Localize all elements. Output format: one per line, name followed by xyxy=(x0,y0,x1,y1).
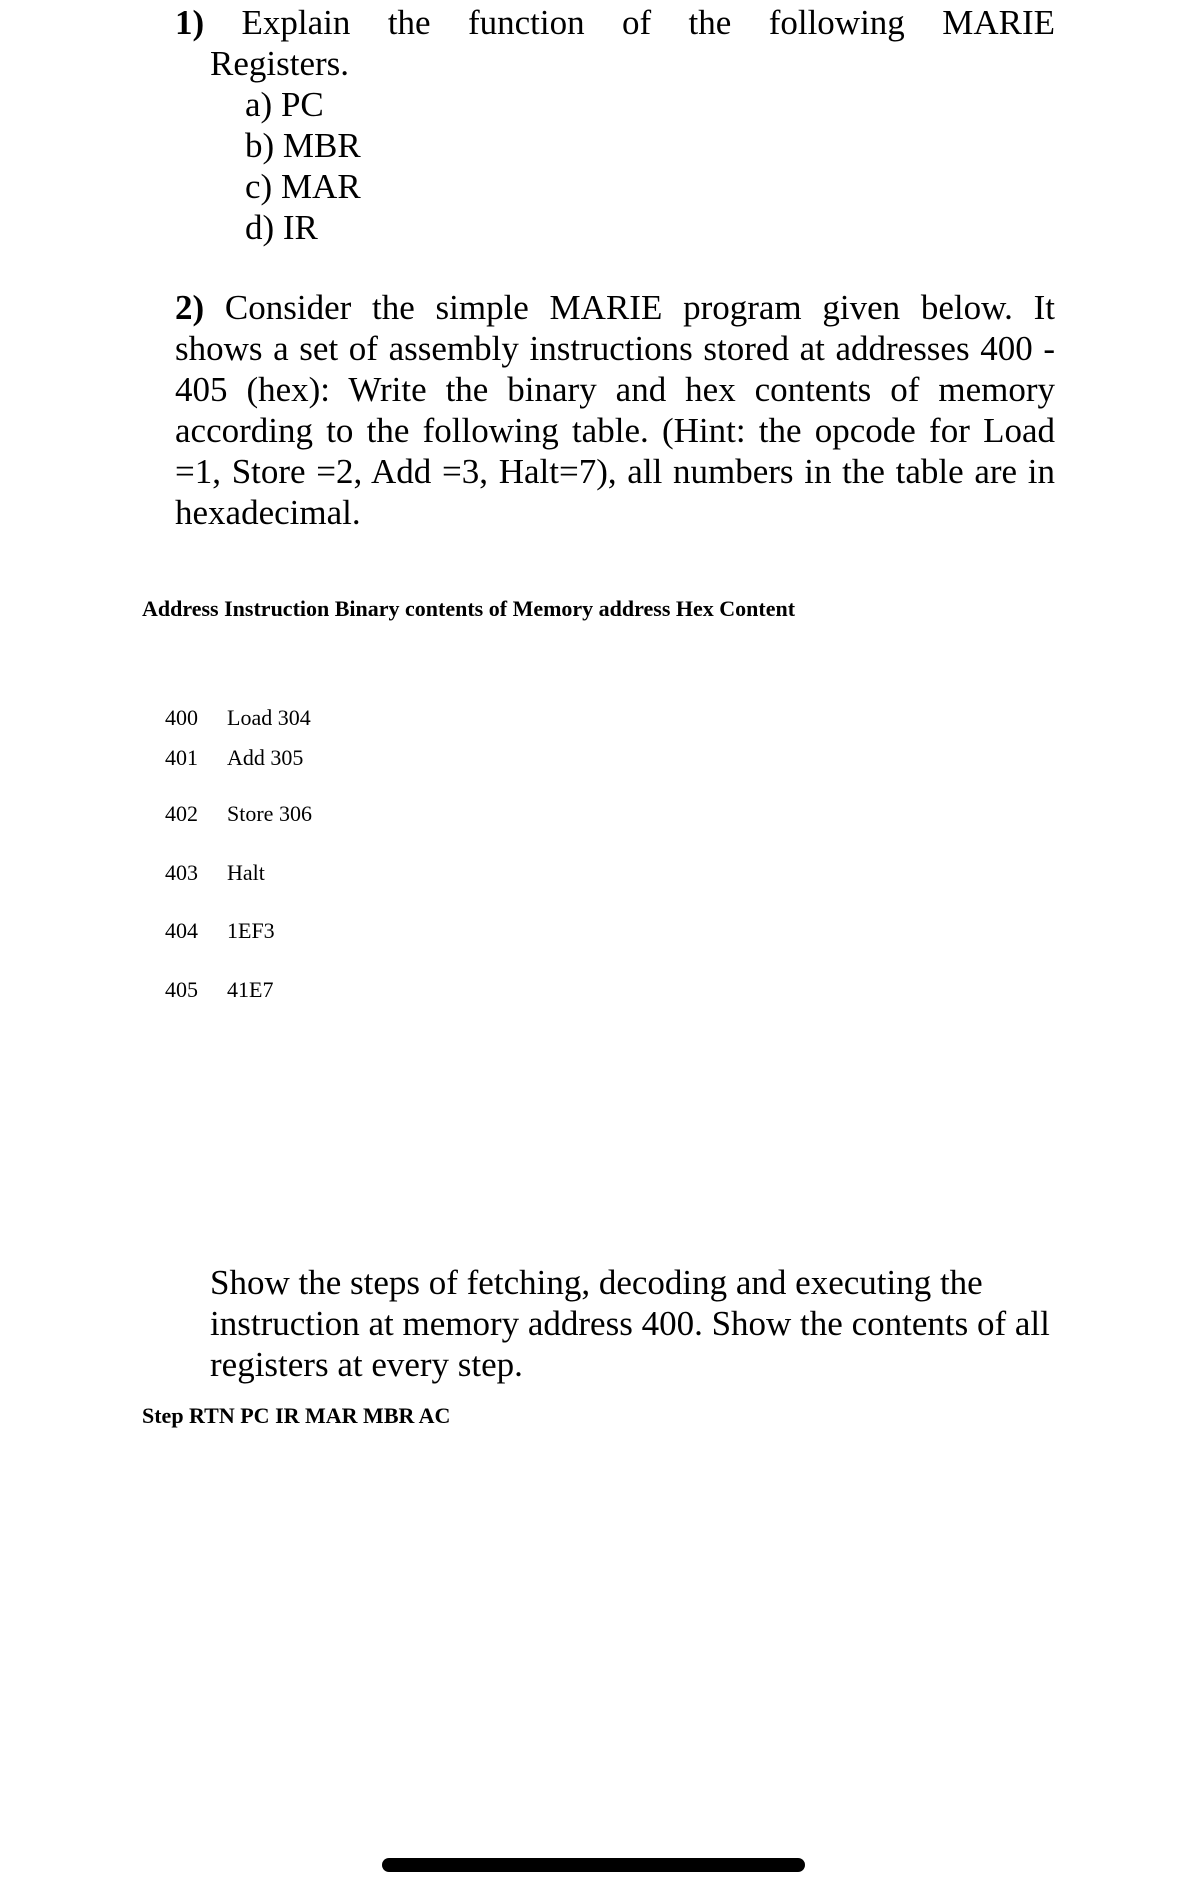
question-1-word: the xyxy=(387,3,431,42)
table-row xyxy=(165,860,265,886)
row-address: 402 xyxy=(165,801,198,826)
question-1-word: the xyxy=(688,3,732,42)
row-address: 401 xyxy=(165,745,198,770)
option-mar: c) MAR xyxy=(245,167,361,206)
table-row xyxy=(165,801,312,827)
table-row xyxy=(165,977,273,1003)
question-1 xyxy=(175,2,1055,248)
question-1-first-line xyxy=(175,2,1055,43)
option-ir: d) IR xyxy=(245,208,318,247)
question-1-word: function xyxy=(467,3,585,42)
row-instruction: Load 304 xyxy=(227,705,311,730)
memory-table-header: Address Instruction Binary contents of Memory address Hex Content xyxy=(142,596,796,621)
home-indicator[interactable] xyxy=(382,1858,805,1872)
row-address: 405 xyxy=(165,977,198,1002)
question-1-number: 1) xyxy=(175,3,205,42)
row-address: 403 xyxy=(165,860,198,885)
steps-instruction: Show the steps of fetching, decoding and executing the instruction at memory address 400. Show the contents of all registers at every step. xyxy=(210,1263,1050,1384)
question-2-text: Consider the simple MARIE program given below. It shows a set of assembly instructions stored at addresses 400 - 405 (hex): Write the binary and hex contents of memory according to the following table. (Hint: the opcode for Load =1, Store =2, Add =3, Halt=7), all numbers in the table are in hexadecimal. xyxy=(175,288,1055,532)
row-instruction: Add 305 xyxy=(227,745,304,770)
question-2 xyxy=(175,287,1055,533)
question-1-second-line: Registers. xyxy=(210,44,350,83)
option-pc: a) PC xyxy=(245,85,324,124)
question-2-paragraph xyxy=(175,287,1055,533)
question-1-word: Explain xyxy=(241,3,351,42)
question-1-word: of xyxy=(622,3,652,42)
row-instruction: Store 306 xyxy=(227,801,312,826)
table-row xyxy=(165,705,311,731)
steps-table-header: Step RTN PC IR MAR MBR AC xyxy=(142,1403,451,1428)
option-mbr: b) MBR xyxy=(245,126,361,165)
row-instruction: 41E7 xyxy=(227,977,274,1002)
question-1-word: MARIE xyxy=(942,3,1055,42)
table-row xyxy=(165,918,275,944)
row-address: 400 xyxy=(165,705,198,730)
question-1-word: following xyxy=(768,3,905,42)
question-1-options xyxy=(175,84,1055,248)
row-address: 404 xyxy=(165,918,198,943)
row-instruction: 1EF3 xyxy=(227,918,275,943)
table-row xyxy=(165,745,303,771)
question-2-number: 2) xyxy=(175,288,205,327)
row-instruction: Halt xyxy=(227,860,265,885)
